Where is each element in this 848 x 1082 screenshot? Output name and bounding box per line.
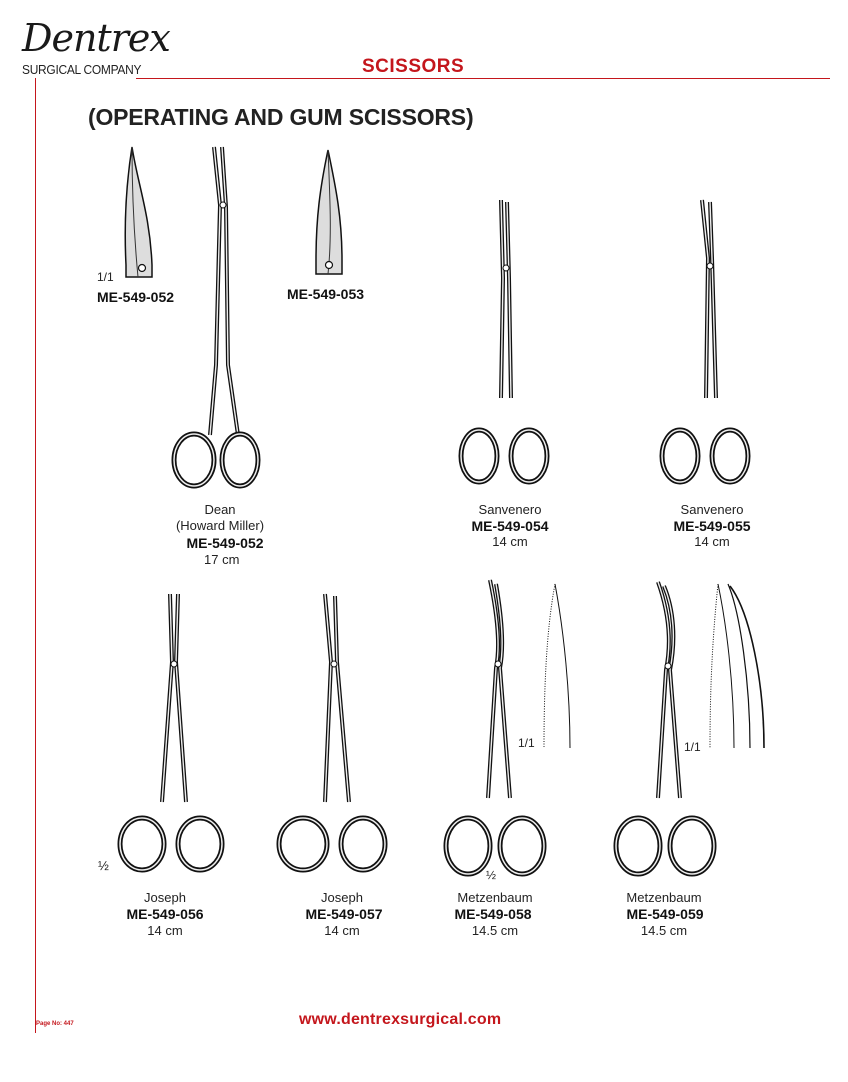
product-code-056: ME-549-056 bbox=[126, 906, 204, 922]
logo-subtitle: SURGICAL COMPANY bbox=[22, 62, 142, 77]
product-code-055: ME-549-055 bbox=[673, 518, 751, 534]
product-code-059: ME-549-059 bbox=[626, 906, 704, 922]
product-code-054: ME-549-054 bbox=[471, 518, 549, 534]
scale-half-056: ½ bbox=[98, 858, 109, 873]
product-code-058: ME-549-058 bbox=[454, 906, 532, 922]
product-size-057: 14 cm bbox=[324, 923, 360, 938]
scale-full-058: 1/1 bbox=[518, 736, 535, 750]
product-size-054: 14 cm bbox=[492, 534, 528, 549]
sanvenero-055-image bbox=[658, 198, 758, 498]
product-code-052: ME-549-052 bbox=[186, 535, 264, 551]
detail-code-052: ME-549-052 bbox=[97, 289, 175, 305]
joseph-057-image bbox=[275, 592, 395, 882]
metzenbaum-058-image bbox=[440, 578, 550, 883]
metzenbaum-059-blade-detail bbox=[706, 582, 770, 752]
scale-full-059: 1/1 bbox=[684, 740, 701, 754]
joseph-056-image bbox=[118, 592, 228, 882]
detail-code-053: ME-549-053 bbox=[287, 286, 365, 302]
product-code-057: ME-549-057 bbox=[305, 906, 383, 922]
dean-scissors-image bbox=[170, 145, 260, 495]
tip-detail-052-image bbox=[120, 145, 160, 285]
product-name-dean: Dean bbox=[204, 502, 236, 517]
detail-scale-label: 1/1 bbox=[97, 270, 114, 284]
header-divider bbox=[136, 78, 830, 79]
product-size-059: 14.5 cm bbox=[640, 923, 688, 938]
logo-wordmark: Dentrex bbox=[22, 16, 170, 60]
product-size-055: 14 cm bbox=[694, 534, 730, 549]
left-margin-rule bbox=[35, 78, 36, 1033]
sanvenero-054-image bbox=[455, 198, 555, 498]
page-number: Page No: 447 bbox=[36, 1021, 74, 1027]
product-size-052: 17 cm bbox=[204, 552, 240, 567]
scale-half-058: ½ bbox=[486, 868, 497, 882]
product-size-058: 14.5 cm bbox=[471, 923, 519, 938]
website-link[interactable]: www.dentrexsurgical.com bbox=[299, 1011, 502, 1028]
product-name-057: Joseph bbox=[321, 890, 363, 905]
product-variant-dean: (Howard Miller) bbox=[175, 518, 265, 533]
tip-detail-053-image bbox=[310, 148, 350, 280]
page-category-title: SCISSORS bbox=[362, 56, 465, 77]
product-name-059: Metzenbaum bbox=[626, 890, 702, 905]
product-name-058: Metzenbaum bbox=[457, 890, 533, 905]
product-size-056: 14 cm bbox=[147, 923, 183, 938]
product-name-054: Sanvenero bbox=[478, 502, 542, 517]
section-title: (OPERATING AND GUM SCISSORS) bbox=[88, 104, 474, 130]
product-name-056: Joseph bbox=[144, 890, 186, 905]
product-name-055: Sanvenero bbox=[680, 502, 744, 517]
company-logo bbox=[22, 16, 170, 80]
metzenbaum-058-blade-detail bbox=[540, 582, 580, 752]
